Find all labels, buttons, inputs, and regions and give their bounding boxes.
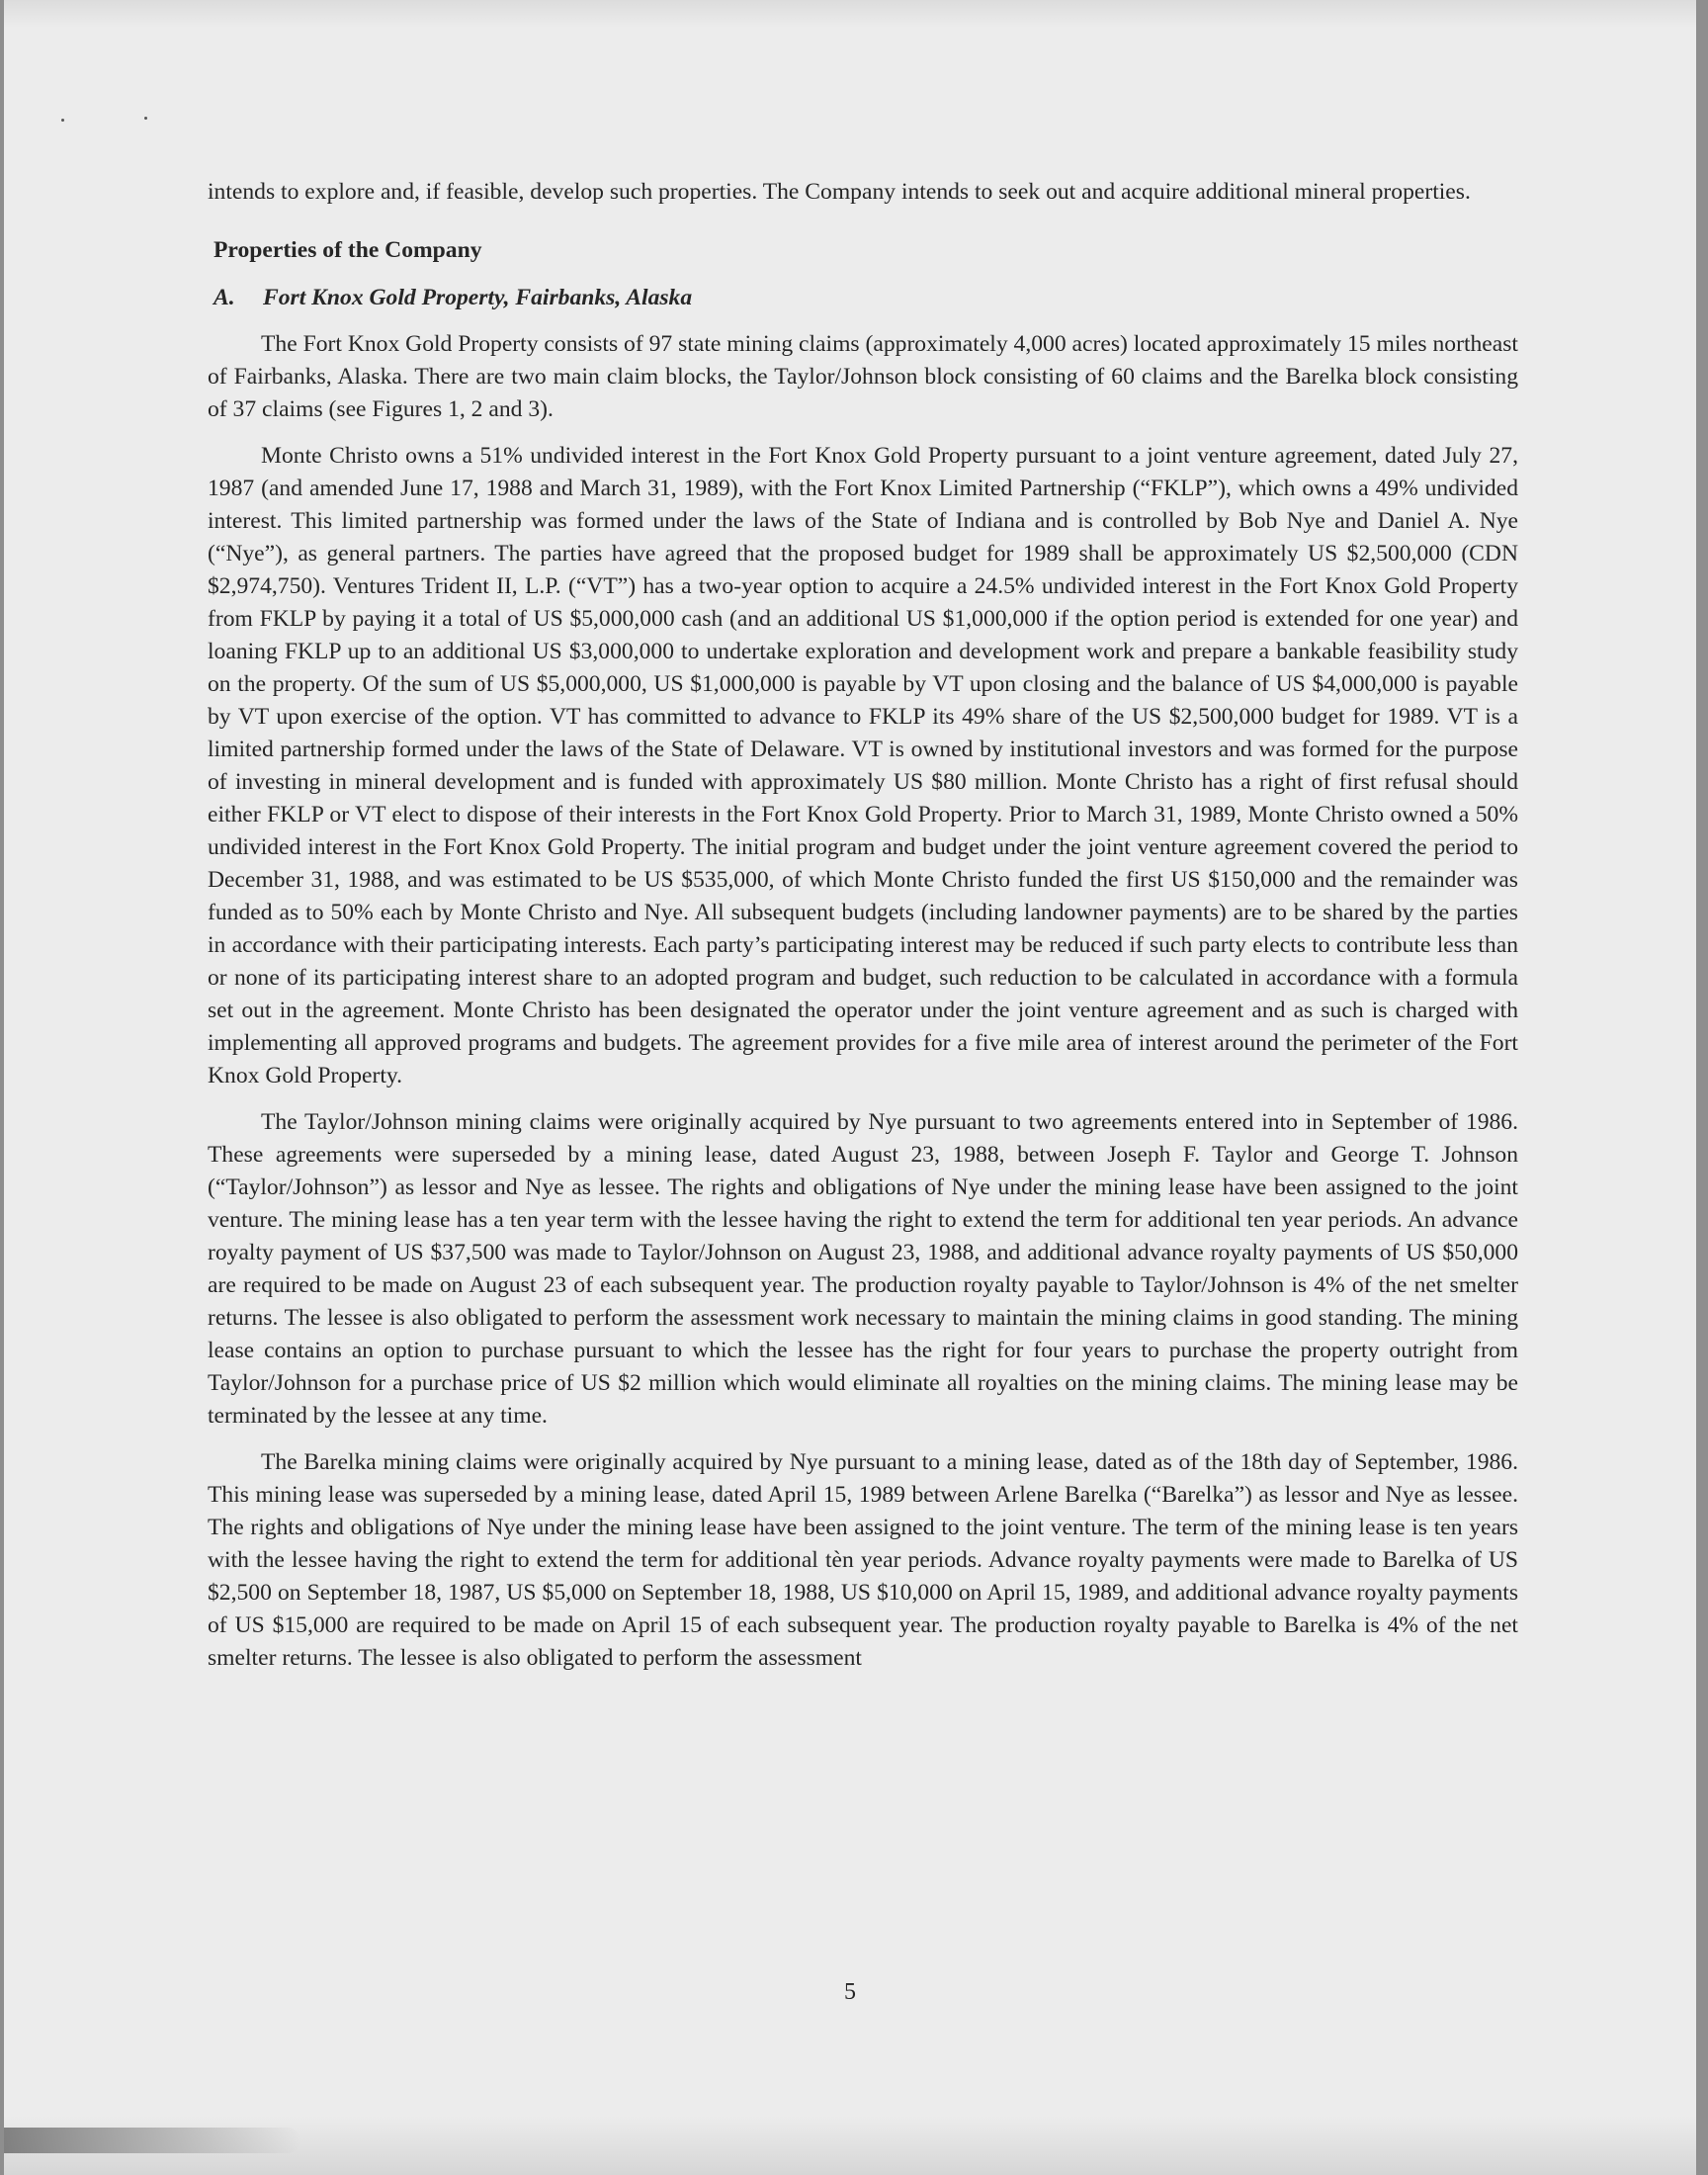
page-body (208, 176, 1518, 1689)
section-heading: Properties of the Company (214, 237, 482, 263)
paragraph-barelka: The Barelka mining claims were originally acquired by Nye pursuant to a mining lease, dated as of the 18th day of September, 1986. This mining lease was superseded by a mining lease, dated April 15, 1989 between Arlene Barelka (“Barelka”) as lessor and Nye as lessee. The rights and obligations of Nye under the mining lease have been assigned to the joint venture. The term of the mining lease is ten years with the lessee having the right to extend the term for additional tèn year periods. Advance royalty payments were made to Barelka of US $2,500 on September 18, 1987, US $5,000 on September 18, 1988, US $10,000 on April 15, 1989, and additional advance royalty payments of US $15,000 are required to be made on April 15 of each subsequent year. The production royalty payable to Barelka is 4% of the net smelter returns. The lessee is also obligated to perform the assessment (208, 1449, 1518, 1671)
subsection-letter: A. (214, 285, 235, 310)
scan-speck (61, 119, 64, 122)
scan-speck (144, 117, 147, 120)
paragraph-taylor-johnson: The Taylor/Johnson mining claims were originally acquired by Nye pursuant to two agreements entered into in September of 1986. These agreements were superseded by a mining lease, dated August 23, 1988, between Joseph F. Taylor and George T. Johnson (“Taylor/Johnson”) as lessor and Nye as lessee. The rights and obligations of Nye under the mining lease have been assigned to the joint venture. The mining lease has a ten year term with the lessee having the right to extend the term for additional ten year periods. An advance royalty payment of US $37,500 was made to Taylor/Johnson on August 23, 1988, and additional advance royalty payments of US $50,000 are required to be made on August 23 of each subsequent year. The production royalty payable to Taylor/Johnson is 4% of the net smelter returns. The lessee is also obligated to perform the assessment work necessary to maintain the mining claims in good standing. The mining lease contains an option to purchase pursuant to which the lessee has the right for four years to purchase the property outright from Taylor/Johnson for a purchase price of US $2 million which would eliminate all royalties on the mining claims. The mining lease may be terminated by the lessee at any time. (208, 1109, 1518, 1429)
intro-text: intends to explore and, if feasible, develop such properties. The Company intends to seek out and acquire additional mineral properties. (208, 179, 1471, 205)
subsection-title: Fort Knox Gold Property, Fairbanks, Alaska (263, 285, 693, 310)
paragraph-joint-venture: Monte Christo owns a 51% undivided interest in the Fort Knox Gold Property pursuant to a joint venture agreement, dated July 27, 1987 (and amended June 17, 1988 and March 31, 1989), with the Fort Knox Limited Partnership (“FKLP”), which owns a 49% undivided interest. This limited partnership was formed under the laws of the State of Indiana and is controlled by Bob Nye and Daniel A. Nye (“Nye”), as general partners. The parties have agreed that the proposed budget for 1989 shall be approximately US $2,500,000 (CDN $2,974,750). Ventures Trident II, L.P. (“VT”) has a two-year option to acquire a 24.5% undivided interest in the Fort Knox Gold Property from FKLP by paying it a total of US $5,000,000 cash (and an additional US $1,000,000 if the option period is extended for one year) and loaning FKLP up to an additional US $3,000,000 to undertake exploration and development work and prepare a bankable feasibility study on the property. Of the sum of US $5,000,000, US $1,000,000 is payable by VT upon closing and the balance of US $4,000,000 is payable by VT upon exercise of the option. VT has committed to advance to FKLP its 49% share of the US $2,500,000 budget for 1989. VT is a limited partnership formed under the laws of the State of Delaware. VT is owned by institutional investors and was formed for the purpose of investing in mineral development and is funded with approximately US $80 million. Monte Christo has a right of first refusal should either FKLP or VT elect to dispose of their interests in the Fort Knox Gold Property. Prior to March 31, 1989, Monte Christo owned a 50% undivided interest in the Fort Knox Gold Property. The initial program and budget under the joint venture agreement covered the period to December 31, 1988, and was estimated to be US $535,000, of which Monte Christo funded the first US $150,000 and the remainder was funded as to 50% each by Monte Christo and Nye. All subsequent budgets (including landowner payments) are to be shared by the parties in accordance with their participating interests. Each party’s participating interest may be reduced if such party elects to contribute less than or none of its participating interest share to an adopted program and budget, such reduction to be calculated in accordance with a formula set out in the agreement. Monte Christo has been designated the operator under the joint venture agreement and as such is charged with implementing all approved programs and budgets. The agreement provides for a five mile area of interest around the perimeter of the Fort Knox Gold Property. (208, 443, 1518, 1088)
subsection-heading (214, 282, 1518, 314)
scan-smudge (4, 2128, 300, 2153)
scan-shadow-top (4, 0, 1696, 28)
scanned-page (4, 0, 1696, 2175)
page-number: 5 (844, 1979, 856, 2005)
paragraph-property-overview: The Fort Knox Gold Property consists of 97 state mining claims (approximately 4,000 acres) located approximately 15 miles northeast of Fairbanks, Alaska. There are two main claim blocks, the Taylor/Johnson block consisting of 60 claims and the Barelka block consisting of 37 claims (see Figures 1, 2 and 3). (208, 331, 1518, 422)
